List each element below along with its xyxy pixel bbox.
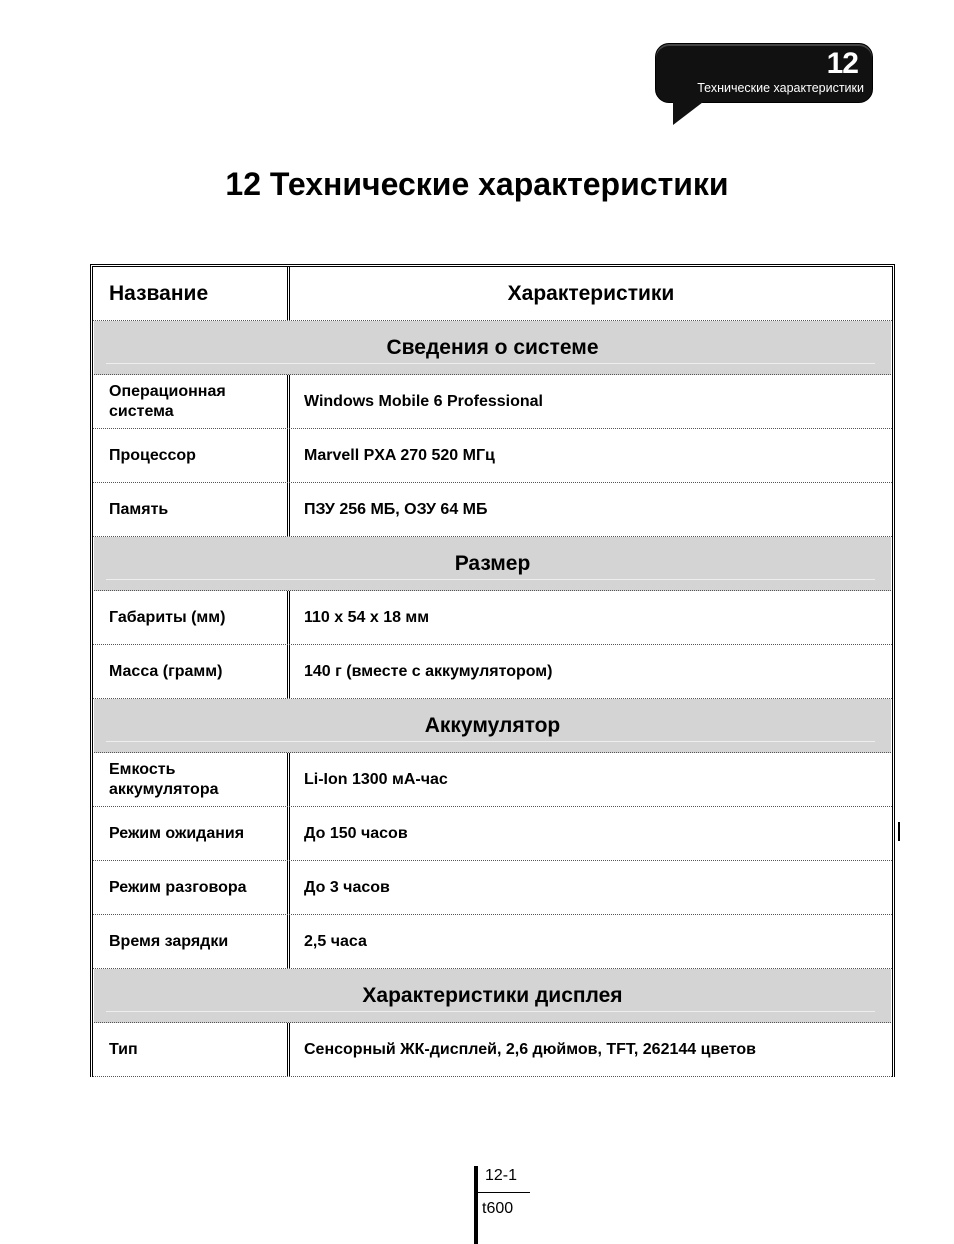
footer-divider [478,1192,530,1193]
row-name: Процессор [93,429,290,482]
row-value: Сенсорный ЖК-дисплей, 2,6 дюймов, TFT, 262144 цветов [304,1040,756,1058]
table-row [93,915,892,969]
row-value: До 150 часов [304,824,408,842]
row-name: Габариты (мм) [93,591,290,644]
table-header-row [93,267,892,321]
table-row [93,753,892,807]
chapter-badge [655,43,873,125]
row-name: Память [93,483,290,536]
header-value: Характеристики [507,281,675,305]
row-value: 110 x 54 x 18 мм [304,608,430,626]
row-value: ПЗУ 256 МБ, ОЗУ 64 МБ [304,500,488,518]
spec-table [90,264,895,1077]
page-number: 12-1 [485,1167,518,1184]
row-name: Время зарядки [93,915,290,968]
row-name: Масса (грамм) [93,645,290,698]
row-value: Li-Ion 1300 мА-час [304,770,448,788]
row-name: Тип [93,1023,290,1076]
table-row [93,807,892,861]
section-system: Сведения о системе [94,321,891,375]
table-row [93,483,892,537]
row-name: Операционная система [93,375,290,428]
chapter-label: Технические характеристики [697,81,864,95]
text-cursor-mark [898,822,900,841]
row-name: Режим ожидания [93,807,290,860]
chapter-badge-box [655,43,873,103]
footer-rule [474,1166,478,1244]
speech-bubble-tail [673,99,707,125]
page-title: 12 Технические характеристики [225,166,729,202]
table-row [93,591,892,645]
row-value: Windows Mobile 6 Professional [304,392,543,410]
row-name: Режим разговора [93,861,290,914]
chapter-number: 12 [826,47,858,80]
row-name: Емкость аккумулятора [93,753,290,806]
table-row [93,375,892,429]
section-display: Характеристики дисплея [94,969,891,1023]
model-name: t600 [482,1200,514,1217]
section-battery: Аккумулятор [94,699,891,753]
table-row [93,1023,892,1077]
row-value: 2,5 часа [304,932,367,950]
table-row [93,645,892,699]
row-value: Marvell PXA 270 520 МГц [304,446,495,464]
row-value: 140 г (вместе с аккумулятором) [304,662,553,680]
table-row [93,861,892,915]
row-value: До 3 часов [304,878,390,896]
section-size: Размер [94,537,891,591]
header-name: Название [93,267,290,320]
table-row [93,429,892,483]
